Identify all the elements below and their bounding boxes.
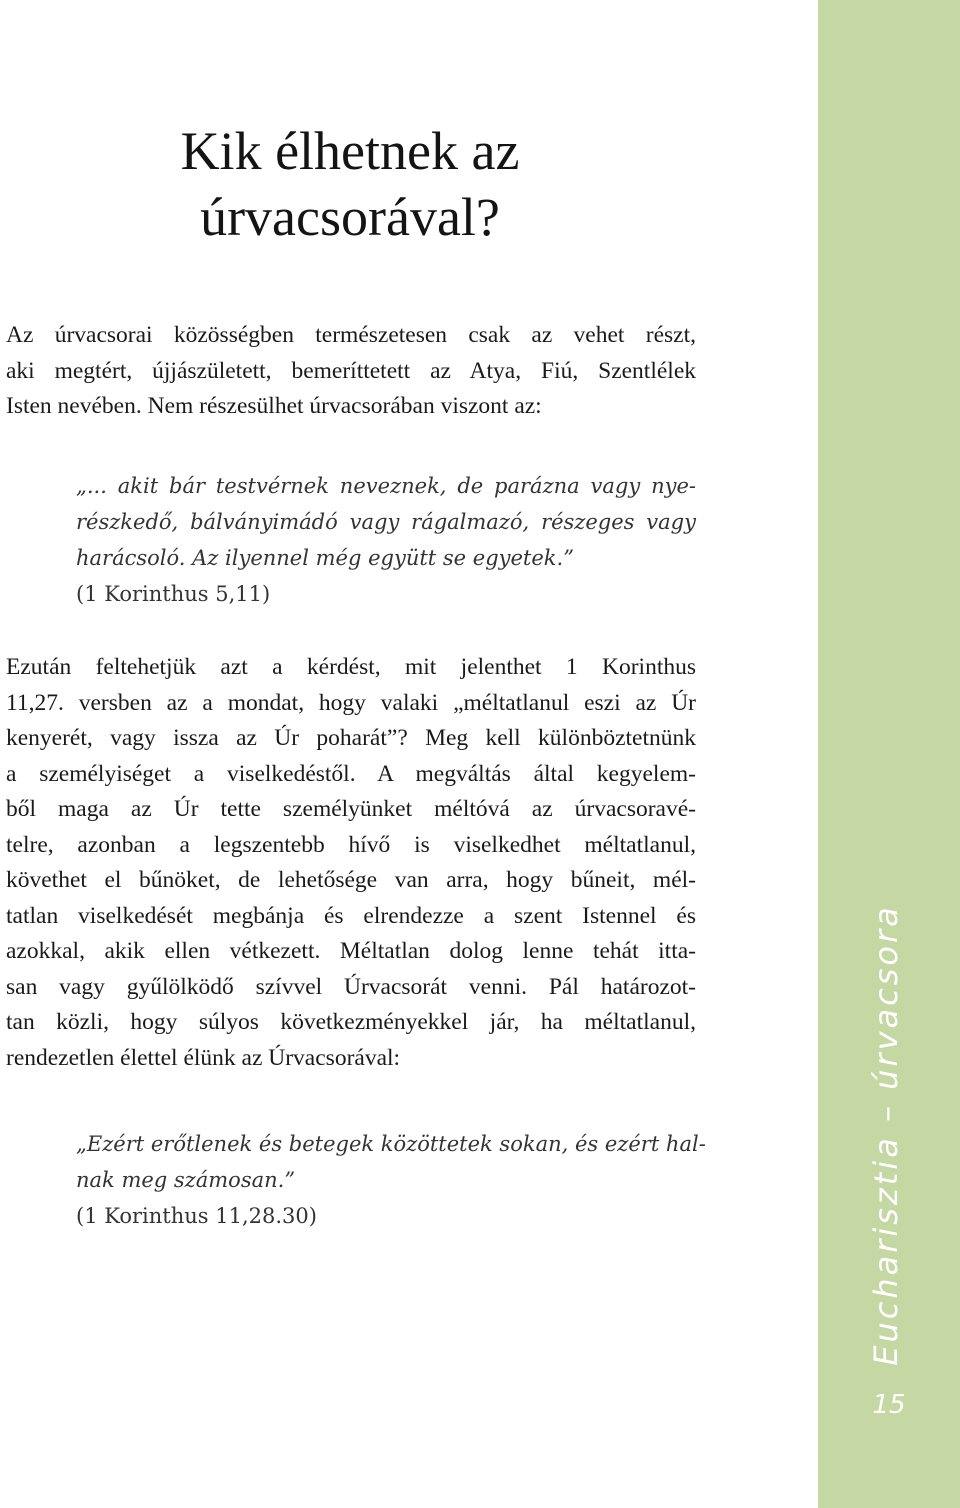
quote-line: harácsoló. Az ilyennel még együtt se egyetek.” bbox=[76, 546, 574, 570]
text-line: ből maga az Úr tette személyünket méltóvá az úrvacsoravé- bbox=[6, 796, 696, 822]
quote-line: „... akit bár testvérnek neveznek, de parázna vagy nye- bbox=[76, 474, 696, 498]
quote-line: „Ezért erőtlenek és betegek közöttetek sokan, és ezért hal- bbox=[76, 1132, 706, 1156]
text-line: san vagy gyűlölködő szívvel Úrvacsorát venni. Pál határozot- bbox=[6, 973, 696, 1000]
page-title-line: Kik élhetnek az bbox=[180, 121, 520, 181]
intro-paragraph bbox=[6, 318, 696, 425]
text-line: követhet el bűnöket, de lehetősége van arra, hogy bűneit, mél- bbox=[6, 867, 696, 893]
quote-line: részkedő, bálványimádó vagy rágalmazó, részeges vagy bbox=[76, 510, 696, 534]
section-label: Eucharisztia – úrvacsora bbox=[867, 904, 905, 1366]
text-line: telre, azonban a legszentebb hívő is viselkedhet méltatlanul, bbox=[6, 831, 696, 858]
quote-text: nak meg számosan.” bbox=[76, 1168, 296, 1192]
quote-line bbox=[76, 1162, 696, 1234]
text-line: azokkal, akik ellen vétkezett. Méltatlan dolog lenne tehát itta- bbox=[6, 938, 696, 964]
text-line: rendezetlen élettel élünk az Úrvacsorával: bbox=[6, 1044, 401, 1071]
text-line: 11,27. versben az a mondat, hogy valaki „méltatlanul eszi az Úr bbox=[6, 689, 696, 716]
text-line: Az úrvacsorai közösségben természetesen csak az vehet részt, bbox=[6, 322, 696, 348]
page-title bbox=[0, 118, 700, 250]
text-line: Isten nevében. Nem részesülhet úrvacsorában viszont az: bbox=[6, 393, 542, 419]
text-line: tan közli, hogy súlyos következményekkel jár, ha méltatlanul, bbox=[6, 1009, 696, 1035]
text-line: aki megtért, újjászületett, bemeríttetett az Atya, Fiú, Szentlélek bbox=[6, 357, 696, 384]
scripture-quote bbox=[76, 1126, 706, 1234]
text-line: Ezután feltehetjük azt a kérdést, mit jelenthet 1 Korinthus bbox=[6, 654, 696, 680]
text-line: tatlan viselkedését megbánja és elrendezze a szent Istennel és bbox=[6, 902, 696, 929]
text-line: a személyiséget a viselkedéstől. A megváltás által kegyelem- bbox=[6, 760, 696, 787]
quote-reference: (1 Korinthus 11,28.30) bbox=[76, 1204, 317, 1228]
scripture-quote bbox=[76, 468, 696, 612]
body-paragraph bbox=[6, 650, 696, 1076]
quote-reference: (1 Korinthus 5,11) bbox=[76, 582, 271, 606]
page-title-line: úrvacsorával? bbox=[200, 187, 500, 247]
text-line: kenyerét, vagy issza az Úr poharát”? Meg kell különböztetnünk bbox=[6, 725, 696, 751]
page-number: 15 bbox=[872, 1390, 906, 1420]
